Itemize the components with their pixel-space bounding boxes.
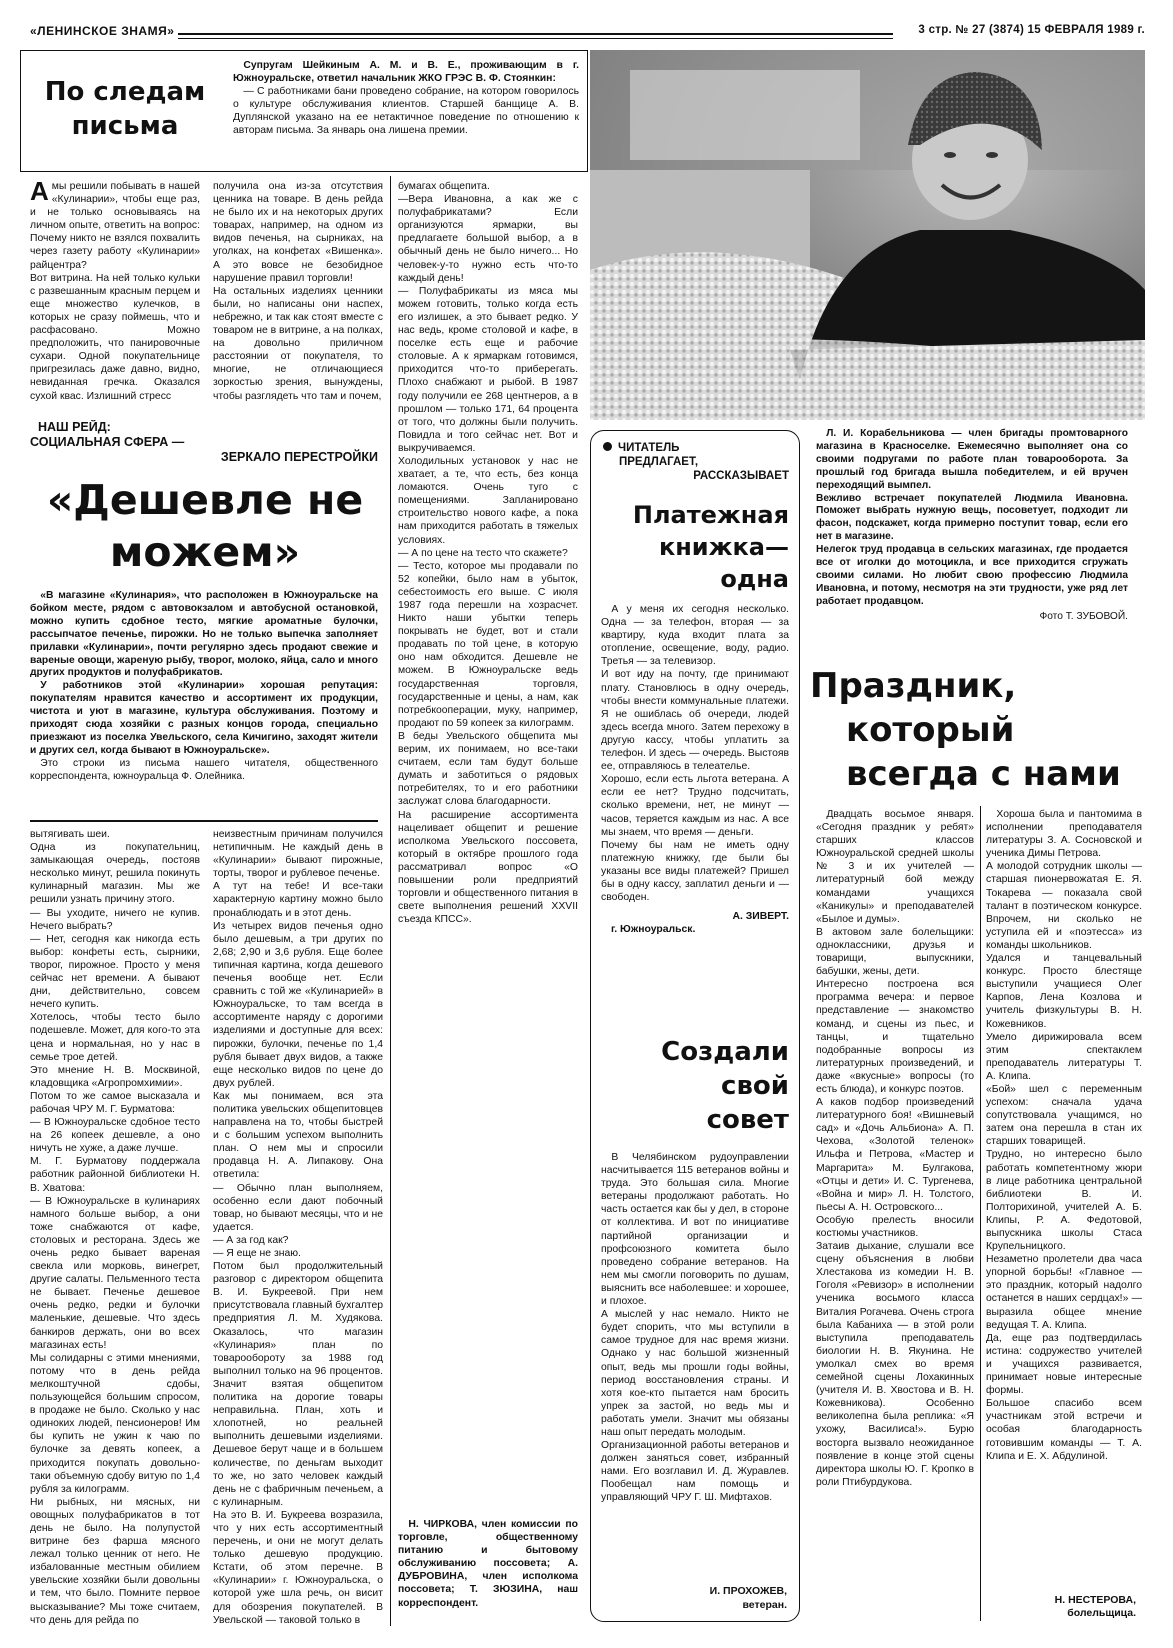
reader-signature-2b: ветеран.: [742, 1599, 787, 1611]
reader-text-2: В Челябинском рудоуправлении насчитывается 115 ветеранов войны и труда. Это большая сила. Многие ветераны продолжают работать. Но часть остается как бы у дел, в стороне от коллектива. И вот по инициативе партийной организации и профсоюзного комитета было проведено собрание ветеранов. На нем мы смогли поговорить по душам, выяснить все наболевшее: и хорошее, и плохое. А мыслей у нас немало. Никто не будет спорить, что мы вступили в самое трудное для нас время жизни. Однако у нас большой жизненный опыт, ведь мы прошли годы войны, период восстановления страны. И хотя кое-кто пытается нам бросить упрек за застой, но ведь мы и работать умели. Значит мы обязаны наш опыт передать молодым. Организационной работы ветеранов и должен заняться совет, избранный нами. Его возглавил И. Д. Журавлев. Пообещал нам помощь и управляющий ЧРУ Г. Ш. Мифтахов.: [601, 1152, 789, 1504]
photo-image: [590, 50, 1145, 420]
raid-col2-lower: [213, 828, 383, 1628]
raid-col2-text: получила она из-за отсутствия ценника на товаре. В день рейда не было их и на некоторых других товарах, например, на одном из видов печенья, на сырниках, на уголках, на конфетах «Вишенка». А это вовсе не безобидное нарушение правил торговли! На остальных изделиях ценники были, но написаны они наспех, небрежно, и так как стоят вместе с товаром не в витрине, а на полках, на довольно приличном расстоянии от покупателя, то многие, не отличающиеся зоркостью зрения, вынуждены, чтобы разглядеть что там и почем,: [213, 181, 383, 402]
reader-text: А у меня их сегодня несколько. Одна — за телефон, вторая — за квартиру, куда входит плата за отопление, освещение, воду, радио. Третья — за телевизор. И вот иду на почту, где принимают плату. Становлюсь в одну очередь, чтобы внести коммунальные платежи. Я не ошиблась об очереди, людей здесь всегда много. Затем перехожу в другую кассу, чтобы уплатить за телефон. И здесь — очередь. Выстояв ее, отправляюсь в телеателье. Хорошо, если есть льгота ветерана. А если ее нет? Трудно подсчитать, сколько времени, нет, не минут — часов, теряется каждым из нас. А все мы знаем, что время — деньги. Почему бы нам не иметь одну платежную книжку, где были бы указаны все виды платежей? Пришел бы в одну кассу, заплатил деньги и — свободен.: [601, 604, 789, 904]
holiday-col1-text: Двадцать восьмое января. «Сегодня праздник у ребят» старших классов Южноуральской средней школы № 3 и их учителей — литературный бой между командами учащихся «Каникулы» и преподавателей «Былое и думы». В актовом зале болельщики: одноклассники, друзья и товарищи, выпускники, бабушки, жены, дети. Интересно построена вся программа вечера: и первое представление — знакомство команд, и сцены из пьес, и танцы, и тщательно подобранные вопросы из литературных произведений, и даже «вкусные» вопросы (то есть блюда), и конкурс поэтов. А каков подбор произведений литературного боя! «Вишневый сад» и «Дочь Альбиона» А. П. Чехова, «Золотой теленок» Ильфа и Петрова, «Мастер и Маргарита» М. Булгакова, «Отцы и дети» И. С. Тургенева, «Война и мир» Л. Н. Толстого, пьесы А. Н. Островского... Особую прелесть вносили костюмы участников. Затаив дыхание, слушали все сцену объяснения в любви Хлестакова из комедии Н. В. Гоголя «Ревизор» в исполнении ученика восьмого класса Виталия Рогачева. Очень строга была Кабаниха — в этой роли выступила преподаватель биологии Н. В. Якунина. Не умолкал смех во время семейной сцены Лохакинных (учителя И. В. Хвостова и В. Н. Кожевникова). Особенно великолепна была реплика: «Я ухожу, Василиса!». Бурю восторга вызвало неожиданное появление в конце этой сцены директора школы Ю. Г. Кропко в роли Птибурдукова.: [816, 809, 974, 1488]
holiday-col1: [816, 808, 974, 1623]
holiday-title-3: всегда с нами: [846, 754, 1121, 794]
raid-signature-text: Н. ЧИРКОВА, член комиссии по торговле, общественному питанию и бытовому обслуживанию поссовета; А. ДУБРОВИНА, член исполкома поссовета; Т. ЗЮЗИНА, наш корреспондент.: [398, 1519, 578, 1609]
reader-rubric-2: ПРЕДЛАГАЕТ,: [619, 456, 699, 468]
raid-col1-lower: [30, 828, 200, 1628]
follow-up-text-2: — С работниками бани проведено собрание, на котором говорилось о культуре обслуживания клиентов. Старшей банщице А. В. Дуплянской указано на ее нетактичное поведение по отношению к авторам письма. За январь она лишена премии.: [233, 86, 579, 136]
photo-caption-text: Л. И. Корабельникова — член бригады промтоварного магазина в Красноселке. Ежемесячно выполняет она со своими подругами по работе план товарооборота. За прошлый год бригада вышла победителем, и ей вручен переходящий вымпел. Вежливо встречает покупателей Людмила Ивановна. Поможет выбрать нужную вещь, посоветует, подходит ли фасон, подскажет, когда примерно поступит товар, если его нет в магазине. Нелегок труд продавца в сельских магазинах, где продается все от иголки до мотоцикла, и все приходится сгружать своими силами. Но любит свою профессию Людмила Ивановна, и потому, несмотря на эти трудности, уже ряд лет работает продавцом.: [816, 428, 1128, 607]
raid-col2-lower-text: неизвестным причинам получился нетипичным. Не каждый день в «Кулинарии» бывают пирожные, торты, творог и рублевое печенье. А тут на тебе! И все-таки характерную картину можно было пронаблюдать и в этот день. Из четырех видов печенья одно было дешевым, а три других по 2,68; 2,90 и 3,6 рубля. Еще более типичная картина, когда дешевого печенья вообще нет. Если сравнить с той же «Кулинарией» в Южноуральске, то там всегда в ассортименте наряду с дорогими изделиями и доступные для всех: пирожки, булочки, печенье по 1,4 рубля бывает двух видов, а также еще несколько видов по цене до двух рублей. Как мы понимаем, вся эта политика увельских общепитовцев направлена на то, чтобы быстрей и с большим успехом выполнить план. О нем мы и спросили продавца Н. А. Липакову. Она ответила: — Обычно план выполняем, особенно если дают побочный товар, но бывают месяцы, что и не удается. — А за год как? — Я еще не знаю. Потом был продолжительный разговор с директором общепита В. И. Букреевой. При нем присутствовала главный бухгалтер предприятия Л. М. Худякова. Оказалось, что магазин «Кулинария» план по товарообороту за 1988 год выполнил только на 96 процентов. Значит взятая общепитом политика на дорогие товары неправильна. План, хоть и хлопотней, но реальней выполнить дешевыми изделиями. Дешевое берут чаще и в большем количестве, по деньгам выходит то же, но зато человек каждый день не с фабричным печеньем, а с кулинарным. На это В. И. Букреева возразила, что у них есть ассортиментный перечень, и они не могут делать только дешевую продукцию. Кстати, об этом перечне. В «Кулинарии» г. Южноуральска, о которой уже шла речь, он висит для обозрения покупателей. В Увельской — таковой только в: [213, 829, 383, 1626]
reader-box: [590, 430, 800, 1622]
raid-rubric-2: СОЦИАЛЬНАЯ СФЕРА —: [30, 435, 185, 449]
holiday-title: [810, 664, 1140, 804]
raid-intro-col1: Амы решили побывать в нашей «Кулинарии», чтобы еще раз, и не только основываясь на личном опыте, ответить на вопрос: Почему никто не взялся похвалить через газету работу «Кулинарии» райцентра? Вот витрина. На ней только кульки с развешанным красным перцем и еще множество кулечков, в которых не сразу поймешь, что и расфасовано. Можно предположить, что панировочные сухари. Одной покупательнице пригрезилась даже давно, видно, невиданная гречка. Оказался сухой квас. Излишний стресс: [30, 180, 200, 402]
reader-signature-2: И. ПРОХОЖЕВ,: [709, 1585, 787, 1597]
masthead-rule: [178, 33, 893, 35]
reader-rubric-3: РАССКАЗЫВАЕТ: [693, 470, 789, 482]
raid-signature: [398, 1518, 578, 1622]
raid-rubric: [30, 420, 378, 470]
raid-col3-text: бумагах общепита. —Вера Ивановна, а как же с полуфабрикатами? Если организуются ярмарки, вы предлагаете большой выбор, а в обычный день не было ничего... Но человек-у-то нужно есть что-то каждый день! — Полуфабрикаты из мяса мы можем готовить, только когда есть его излишек, а это бывает редко. У нас ведь, кроме столовой и кафе, в поселке есть еще и рабочие столовые. А к ярмаркам готовимся, приходится что-то приберегать. Плохо снабжают и рыбой. В 1987 году получили ее 268 центнеров, а в прошлом — только 171, 64 процента от того, что должны были получить. Повидла и того сейчас нет. Вот и выкручиваемся. Холодильных установок у нас не хватает, а те, что есть, без конца ломаются. Очень туго с помещениями. Запланировано строительство нового кафе, а пока нам приходится работать в тяжелых условиях. — А по цене на тесто что скажете? — Тесто, которое мы продавали по 52 копейки, было нам в убыток, себестоимость его выше. С июля 1987 года перешли на хозрасчет. Никто наши убытки теперь покрывать не будет, вот и стали продавать по той цене, в которую оно нам обходится. Дешевле не можем. В Южноуральске ведь государственная торговля, государственные и цены, а нам, как потребкооперации, муку, например, продают по 59 копеек за килограмм. В беды Увельского общепита мы верим, их понимаем, но все-таки считаем, если там будут больше думать и заботиться о рядовых потребителях, то и его работники заслужат слова благодарности. На расширение ассортимента нацеливает общепит и решение исполкома Увельского поссовета, который в октябре прошлого года рассматривал вопрос «О повышении роли предприятий торговли и общественного питания в свете выполнения решений XXVII съезда КПСС».: [398, 181, 578, 926]
raid-title: [24, 474, 386, 584]
raid-lead-rule: [30, 820, 378, 822]
photo-credit: Фото Т. ЗУБОВОЙ.: [1039, 610, 1128, 622]
photo-saleswoman: [590, 50, 1145, 420]
raid-col-rule: [390, 176, 391, 1626]
raid-lead-note: Это строки из письма нашего читателя, общественного корреспондента, южноуральца Ф. Олейника.: [30, 757, 378, 782]
paper-name: «ЛЕНИНСКОЕ ЗНАМЯ»: [30, 24, 175, 38]
raid-title-text: «Дешевле не можем»: [46, 476, 364, 576]
holiday-title-2: который: [846, 710, 1015, 750]
photo-caption: [816, 428, 1128, 658]
reader-rubric-1: ЧИТАТЕЛЬ: [618, 442, 680, 454]
raid-rubric-1: НАШ РЕЙД:: [38, 420, 111, 434]
issue-info: 3 стр. № 27 (3874) 15 ФЕВРАЛЯ 1989 г.: [918, 24, 1145, 36]
raid-col1-lower-text: вытягивать шеи. Одна из покупательниц, замыкающая очередь, постояв несколько минут, решила покинуть кулинарный магазин. Мы же решили узнать причину этого. — Вы уходите, ничего не купив. Нечего выбрать? — Нет, сегодня как никогда есть выбор: конфеты есть, сырники, творог, пирожное. Просто у меня сейчас нет времени. А бывают дни, действительно, совсем нечего купить. Хотелось, чтобы тесто было подешевле. Может, для кого-то эта цена и нормальная, но у нас в семье трое детей. Это мнение Н. В. Москвиной, кладовщика «Агропромхимии». Потом то же самое высказала и рабочая ЧРУ М. Г. Бурматова: — В Южноуральске сдобное тесто на 26 копеек дешевле, а оно ничуть не хуже, а даже лучше. М. Г. Бурматову поддержала работник районной библиотеки Н. В. Хватова: — В Южноуральске в кулинариях намного больше выбор, а они тоже снабжаются от кафе, столовых и ресторана. Здесь же очень редко бывает вареная свекла или морковь, винегрет, другие салаты. Пельменного теста не бывает. Печенье дешевое очень редко, редки и булочки маленькие, дешевые. Что здесь банкиров держать, они во всех магазинах есть! Мы солидарны с этими мнениями, потому что в день рейда мелкоштучной сдобы, пользующейся большим спросом, в продаже не было. Сколько у нас одиноких людей, пенсионеров! Им бы купить не ужин к чаю по булочке за девять копеек, а приходится покупать довольно-таки объемную сдобу витую по 1,4 рубля за килограмм. Ни рыбных, ни мясных, ни овощных полуфабрикатов в тот день не было. На полупустой витрине без фарша мясного лежал только ценник от него. Не избалованные местным обилием увельские хозяйки были довольны и тем, что было. Помните первое высказывание? Мы тоже считаем, что день для рейда по: [30, 829, 200, 1626]
raid-lead: [30, 590, 378, 808]
holiday-col2: [986, 808, 1142, 1588]
raid-lead-text: «В магазине «Кулинария», что расположен в Южноуральске на бойком месте, рядом с автовокзалом и автобусной остановкой, можно купить сдобное тесто, мягкие ароматные булочки, рассыпчатое печенье, пирожки. Но не только выпечка заполняет прилавки «Кулинарии», почти регулярно здесь продают свежие и вареные овощи, жареную рыбу, творог, молоко, яйца, сало и много других продуктов и полуфабрикатов.: [30, 590, 378, 679]
raid-col1-text: мы решили побывать в нашей «Кулинарии», чтобы еще раз, и не только основываясь на личном опыте, ответить на вопрос: Почему никто не взялся похвалить через газету работу «Кулинарии» райцентра? Вот витрина. На ней только кульки с развешанным красным перцем и еще множество кулечков, в которых не сразу поймешь, что и расфасовано. Можно предположить, что панировочные сухари. Одной покупательнице пригрезилась даже давно, видно, невиданная гречка. Оказался сухой квас. Излишний стресс: [30, 181, 200, 402]
reader-city: г. Южноуральск.: [611, 924, 696, 936]
raid-rubric-3: ЗЕРКАЛО ПЕРЕСТРОЙКИ: [220, 450, 378, 464]
raid-col2-upper: [213, 180, 383, 412]
holiday-col2-text: Хороша была и пантомима в исполнении преподавателя литературы З. А. Сосновской и ученика Димы Петрова. А молодой сотрудник школы — старшая пионервожатая Е. Я. Токарева — показала свой талант в поэтическом конкурсе. Впрочем, ни сколько не уступила ей и «поэтесса» из команды школьников. Удался и танцевальный конкурс. Просто блестяще выступили учащиеся Олег Карпов, Лена Козлова и учитель физкультуры В. Н. Кожевников. Умело дирижировала всем этим спектаклем преподаватель литературы Т. А. Клипа. «Бой» шел с переменным успехом: сначала удача сопутствовала учащимся, но затем она перешла в стан их старших товарищей. Трудно, но интересно было работать компетентному жюри в лице работника центральной библиотеки В. И. Полторихиной, учителей А. Б. Клипы, Р. А. Федотовой, выпускника школы Стаса Крупельницкого. Незаметно пролетели два часа упорной борьбы! «Главное — это праздник, который надолго останется в наших сердцах!» — выразила общее мнение ведущая Т. А. Клипа. Да, еще раз подтвердилась истина: содружество учителей и учащихся развивается, принимает новые интересные формы. Большое спасибо всем участникам этой встречи и особая благодарность готовившим команды — Т. А. Клипа и Е. Х. Абдулиной.: [986, 809, 1142, 1462]
follow-up-box: [20, 50, 588, 172]
reader-title-2: Создали свой совет: [661, 1037, 789, 1135]
raid-lead-text-2: У работников этой «Кулинарии» хорошая репутация: покупателям нравится качество и ассортимент их продукции, чистота и уют в магазине, культура обслуживания. Поэтому и приходят сюда хозяйки с разных концов города, специально приезжают из поселка Увельского, села Кичигино, заходят жители и других сел, когда бывают в Южноуральске».: [30, 680, 378, 756]
holiday-signature: [986, 1594, 1136, 1624]
raid-col3: [398, 180, 578, 1512]
follow-up-heading: По следам письма: [44, 77, 206, 141]
follow-up-text: Супругам Шейкиным А. М. и В. Е., проживающим в г. Южноуральске, ответил начальник ЖКО ГРЭС В. Ф. Стоянкин:: [233, 60, 579, 84]
masthead-rule-2: [178, 38, 893, 39]
reader-title: Платежная книжка— одна: [632, 501, 789, 593]
reader-signature: А. ЗИВЕРТ.: [732, 911, 789, 923]
holiday-col-rule: [980, 806, 981, 1621]
holiday-signature-2: болельщица.: [1067, 1607, 1136, 1619]
holiday-signature-1: Н. НЕСТЕРОВА,: [1054, 1594, 1136, 1606]
holiday-title-1: Праздник,: [810, 666, 1017, 706]
